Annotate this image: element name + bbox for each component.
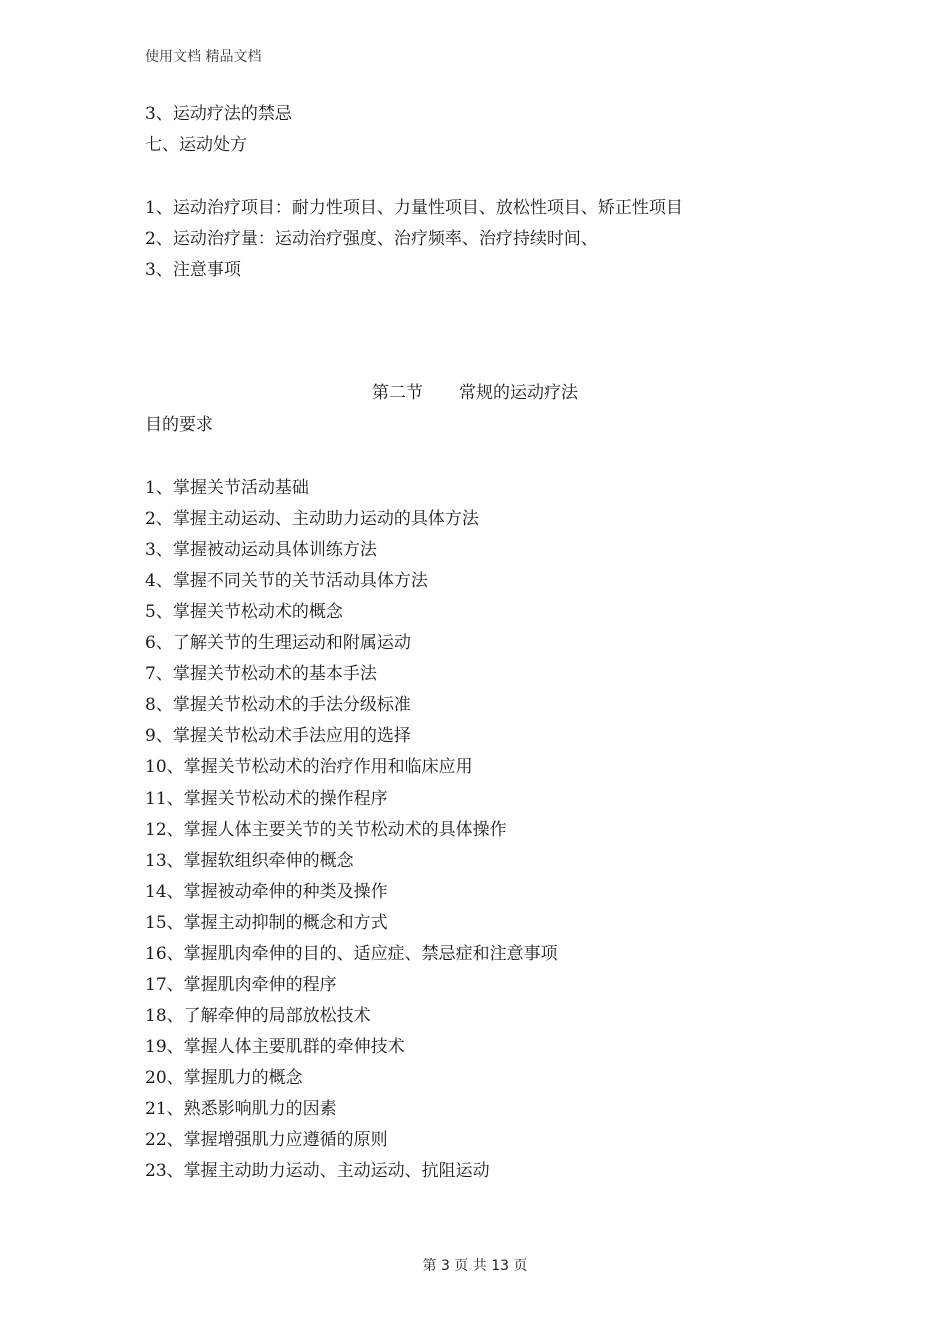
list-item: 1、运动治疗项目：耐力性项目、力量性项目、放松性项目、矫正性项目	[145, 198, 683, 218]
list-item: 七、运动处方	[145, 135, 247, 155]
list-item: 1、掌握关节活动基础	[145, 478, 309, 498]
list-item: 18、了解牵伸的局部放松技术	[145, 1006, 371, 1026]
list-item: 8、掌握关节松动术的手法分级标准	[145, 695, 411, 715]
list-item: 3、掌握被动运动具体训练方法	[145, 540, 377, 560]
list-item: 21、熟悉影响肌力的因素	[145, 1099, 337, 1119]
list-item: 5、掌握关节松动术的概念	[145, 602, 343, 622]
section-subheading: 目的要求	[145, 415, 213, 435]
list-item: 2、运动治疗量：运动治疗强度、治疗频率、治疗持续时间、	[145, 229, 598, 249]
list-item: 3、注意事项	[145, 260, 241, 280]
list-item: 3、运动疗法的禁忌	[145, 104, 292, 124]
list-item: 9、掌握关节松动术手法应用的选择	[145, 726, 411, 746]
list-item: 19、掌握人体主要肌群的牵伸技术	[145, 1037, 405, 1057]
list-item: 11、掌握关节松动术的操作程序	[145, 789, 388, 809]
section-title	[0, 382, 950, 404]
list-item: 13、掌握软组织牵伸的概念	[145, 851, 354, 871]
section-number: 第二节	[372, 383, 423, 403]
list-item: 10、掌握关节松动术的治疗作用和临床应用	[145, 757, 473, 777]
list-item: 16、掌握肌肉牵伸的目的、适应症、禁忌症和注意事项	[145, 944, 558, 964]
page-header: 使用文档 精品文档	[145, 49, 262, 65]
list-item: 23、掌握主动助力运动、主动运动、抗阻运动	[145, 1161, 490, 1181]
list-item: 22、掌握增强肌力应遵循的原则	[145, 1130, 388, 1150]
list-item: 17、掌握肌肉牵伸的程序	[145, 975, 337, 995]
page-footer: 第 3 页 共 13 页	[422, 1258, 528, 1274]
list-item: 12、掌握人体主要关节的关节松动术的具体操作	[145, 820, 507, 840]
section-name: 常规的运动疗法	[459, 383, 578, 403]
list-item: 6、了解关节的生理运动和附属运动	[145, 633, 411, 653]
list-item: 20、掌握肌力的概念	[145, 1068, 303, 1088]
list-item: 2、掌握主动运动、主动助力运动的具体方法	[145, 509, 479, 529]
list-item: 14、掌握被动牵伸的种类及操作	[145, 882, 388, 902]
list-item: 7、掌握关节松动术的基本手法	[145, 664, 377, 684]
list-item: 15、掌握主动抑制的概念和方式	[145, 913, 388, 933]
list-item: 4、掌握不同关节的关节活动具体方法	[145, 571, 428, 591]
